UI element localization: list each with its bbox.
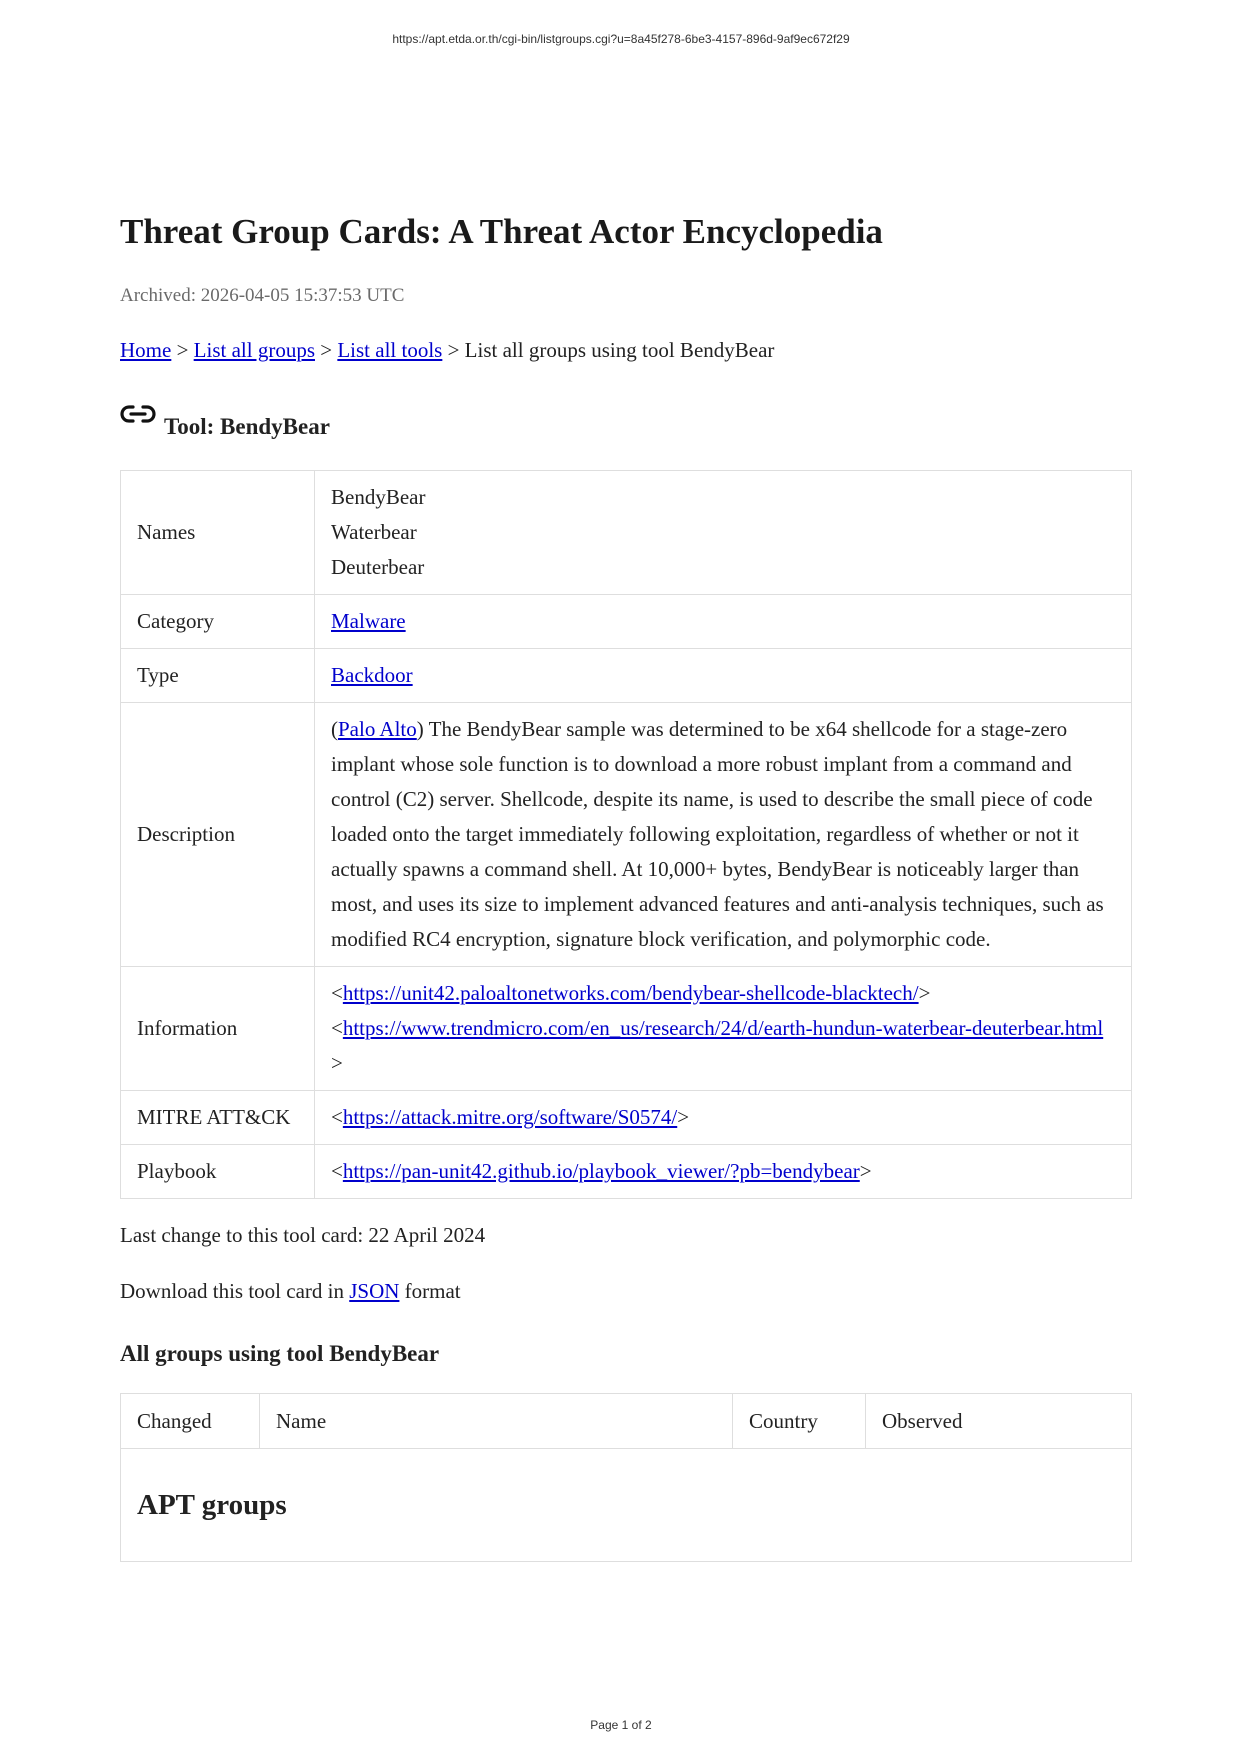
names-value	[315, 471, 1132, 595]
groups-heading: All groups using tool BendyBear	[120, 1341, 440, 1366]
link-icon	[120, 402, 156, 442]
description-label: Description	[121, 703, 315, 967]
column-header-changed[interactable]: Changed	[121, 1394, 260, 1449]
last-change-text: Last change to this tool card: 22 April 2024	[120, 1223, 486, 1247]
tool-heading-text: Tool: BendyBear	[164, 414, 330, 439]
mitre-link[interactable]: https://attack.mitre.org/software/S0574/	[342, 1105, 678, 1129]
table-row	[121, 967, 1132, 1091]
json-download-link[interactable]: JSON	[349, 1279, 400, 1303]
breadcrumb	[120, 336, 1132, 364]
description-source-link[interactable]: Palo Alto	[338, 717, 417, 741]
category-label: Category	[121, 595, 315, 649]
mitre-value: <https://attack.mitre.org/software/S0574/>	[315, 1091, 1132, 1145]
type-label: Type	[121, 649, 315, 703]
groups-table	[120, 1393, 1132, 1562]
breadcrumb-list-tools-link[interactable]: List all tools	[337, 338, 443, 362]
page-number-footer: Page 1 of 2	[590, 1718, 652, 1732]
information-label: Information	[121, 967, 315, 1091]
breadcrumb-separator: >	[315, 338, 338, 362]
name-item: Deuterbear	[331, 555, 425, 579]
column-header-country[interactable]: Country	[733, 1394, 866, 1449]
main-content	[120, 210, 1132, 1562]
playbook-link[interactable]: https://pan-unit42.github.io/playbook_viewer/?pb=bendybear	[342, 1159, 860, 1183]
table-row	[121, 1091, 1132, 1145]
table-row	[121, 649, 1132, 703]
breadcrumb-home-link[interactable]: Home	[120, 338, 172, 362]
tool-heading	[120, 402, 1132, 442]
section-apt-groups: APT groups	[121, 1449, 1132, 1562]
information-value	[315, 967, 1132, 1091]
playbook-label: Playbook	[121, 1145, 315, 1199]
description-open-paren: (	[331, 717, 338, 741]
information-link[interactable]: https://www.trendmicro.com/en_us/research/24/d/earth-hundun-waterbear-deuterbear.html	[342, 1016, 1104, 1040]
column-header-observed[interactable]: Observed	[866, 1394, 1132, 1449]
table-row	[121, 1145, 1132, 1199]
information-link-line: <https://unit42.paloaltonetworks.com/bendybear-shellcode-blacktech/>	[331, 981, 931, 1005]
table-row	[121, 1449, 1132, 1562]
name-item: BendyBear	[331, 485, 426, 509]
tool-card-table	[120, 470, 1132, 1199]
information-link-line: <https://www.trendmicro.com/en_us/research/24/d/earth-hundun-waterbear-deuterbear.html>	[331, 1016, 1104, 1075]
download-line	[120, 1277, 1132, 1305]
breadcrumb-list-groups-link[interactable]: List all groups	[193, 338, 315, 362]
archived-timestamp: Archived: 2026-04-05 15:37:53 UTC	[120, 285, 405, 306]
table-row	[121, 595, 1132, 649]
playbook-value: <https://pan-unit42.github.io/playbook_viewer/?pb=bendybear>	[315, 1145, 1132, 1199]
description-text: ) The BendyBear sample was determined to be x64 shellcode for a stage-zero implant whose sole function is to download a more robust implant from a command and control (C2) server. Shellcode, despite its name, is used to describe the small piece of code loaded onto the target immediately following exploitation, regardless of whether or not it actually spawns a command shell. At 10,000+ bytes, BendyBear is noticeably larger than most, and uses its size to implement advanced features and anti-analysis techniques, such as modified RC4 encryption, signature block verification, and polymorphic code.	[331, 717, 1104, 951]
print-url-header: https://apt.etda.or.th/cgi-bin/listgroups.cgi?u=8a45f278-6be3-4157-896d-9af9ec672f29	[392, 32, 850, 46]
table-row	[121, 471, 1132, 595]
name-item: Waterbear	[331, 520, 417, 544]
download-suffix: format	[399, 1279, 461, 1303]
information-link[interactable]: https://unit42.paloaltonetworks.com/bendybear-shellcode-blacktech/	[342, 981, 919, 1005]
mitre-label: MITRE ATT&CK	[121, 1091, 315, 1145]
column-header-name[interactable]: Name	[260, 1394, 733, 1449]
names-label: Names	[121, 471, 315, 595]
type-link[interactable]: Backdoor	[331, 663, 413, 687]
table-header-row	[121, 1394, 1132, 1449]
breadcrumb-current: > List all groups using tool BendyBear	[442, 338, 775, 362]
table-row	[121, 703, 1132, 967]
breadcrumb-separator: >	[171, 338, 194, 362]
category-link[interactable]: Malware	[331, 609, 406, 633]
page-title: Threat Group Cards: A Threat Actor Encyclopedia	[120, 212, 883, 251]
description-value	[315, 703, 1132, 967]
download-prefix: Download this tool card in	[120, 1279, 350, 1303]
